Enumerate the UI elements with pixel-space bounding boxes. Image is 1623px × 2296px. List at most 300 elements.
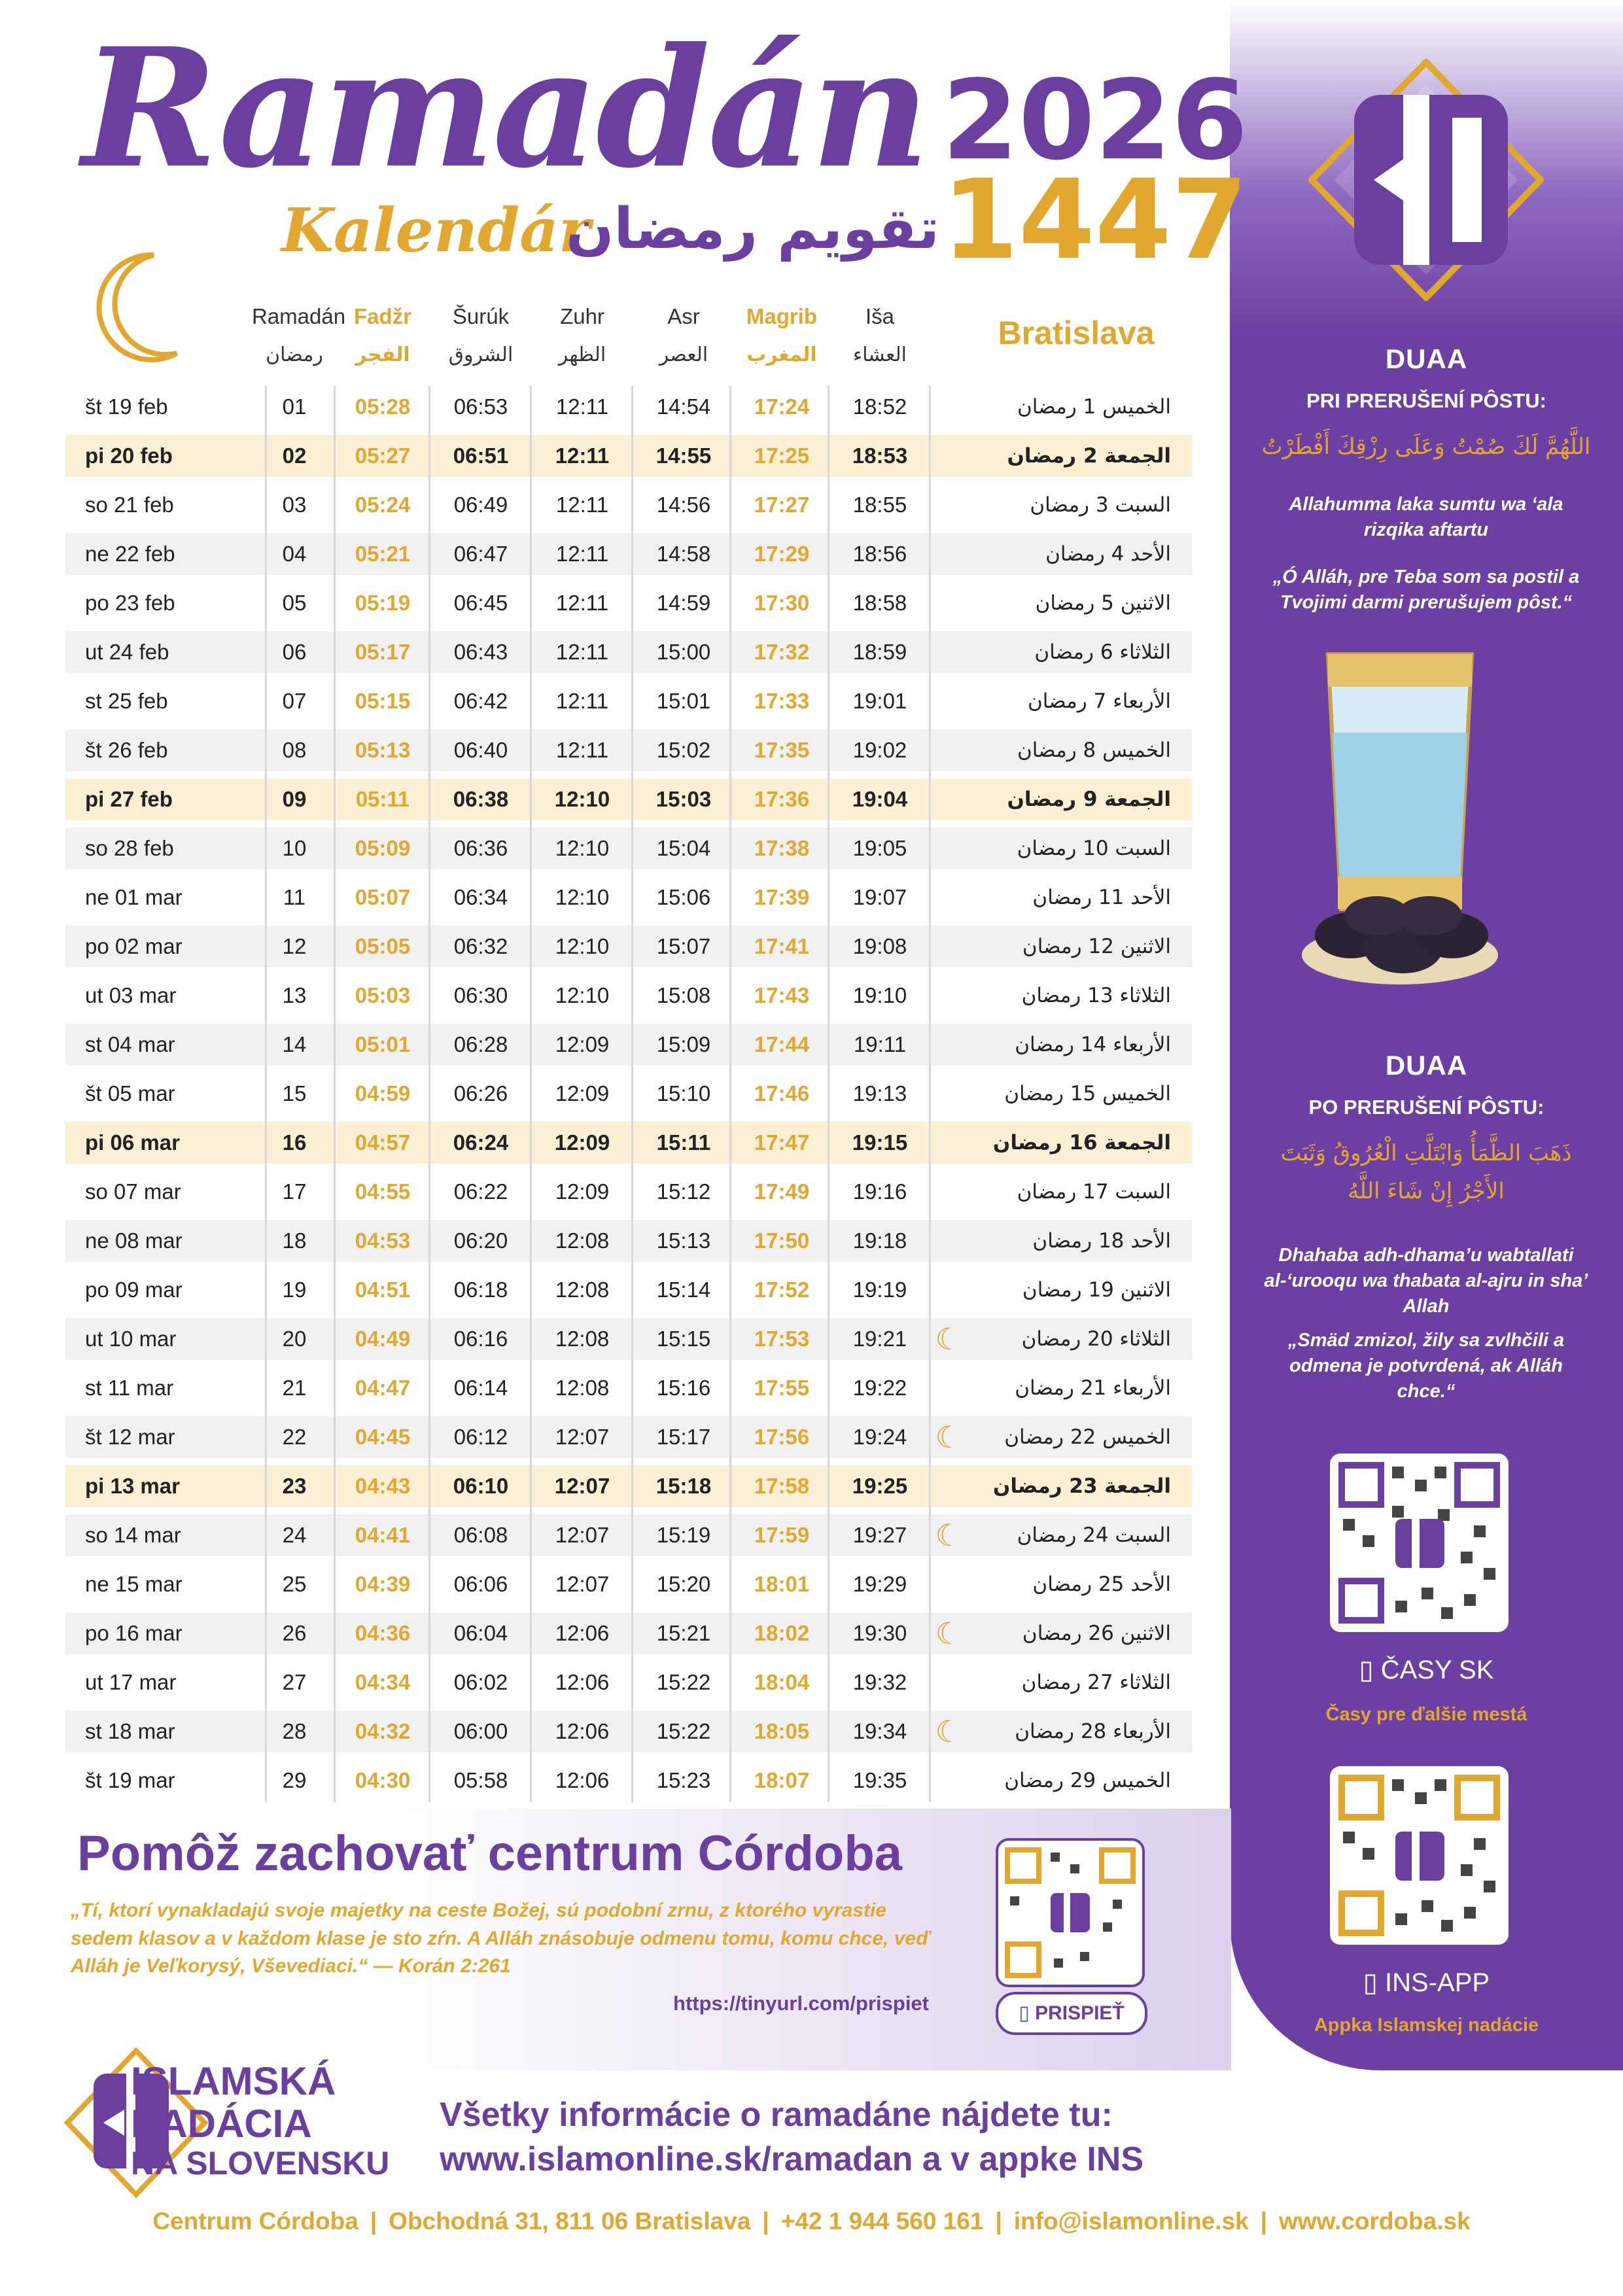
- cell-date: st 04 mar: [85, 1032, 175, 1056]
- cell-ar: الأحد 4 رمضان: [1045, 542, 1171, 566]
- cell-zuhr: 12:07: [554, 1474, 610, 1498]
- logo-line-3: NA SLOVENSKU: [131, 2144, 390, 2182]
- table-row: [65, 1612, 1192, 1654]
- table-row: [65, 1171, 1192, 1213]
- cell-fajr: 04:45: [355, 1425, 411, 1449]
- address-part[interactable]: www.cordoba.sk: [1279, 2208, 1471, 2235]
- cell-fajr: 04:32: [355, 1719, 411, 1743]
- cell-day: 04: [282, 542, 307, 566]
- cell-fajr: 04:41: [355, 1523, 411, 1547]
- cell-zuhr: 12:11: [555, 640, 609, 664]
- footer-logo-text: [131, 2061, 389, 2181]
- cell-zuhr: 12:11: [555, 493, 609, 517]
- cell-date: so 07 mar: [85, 1179, 181, 1204]
- cell-shuruq: 06:38: [453, 787, 509, 811]
- cell-day: 03: [282, 493, 307, 517]
- cell-shuruq: 06:43: [453, 640, 508, 664]
- crescent-moon-icon: [85, 249, 183, 366]
- cell-shuruq: 06:20: [453, 1228, 508, 1253]
- cell-zuhr: 12:10: [555, 836, 610, 860]
- cell-isha: 18:53: [852, 444, 908, 468]
- cell-maghrib: 17:52: [754, 1278, 810, 1302]
- cell-fajr: 05:01: [355, 1032, 411, 1056]
- cell-ar: الجمعة 2 رمضان: [1007, 444, 1171, 468]
- cell-maghrib: 17:32: [754, 640, 810, 664]
- cell-date: pi 20 feb: [85, 444, 173, 468]
- cell-shuruq: 06:36: [453, 836, 508, 860]
- table-row: [65, 435, 1192, 477]
- cell-date: št 26 feb: [85, 738, 168, 762]
- table-row: [65, 582, 1192, 624]
- cell-maghrib: 17:30: [754, 591, 810, 615]
- column-header-arabic: العشاء: [853, 343, 907, 366]
- cell-date: st 25 feb: [85, 689, 168, 713]
- cell-day: 19: [282, 1278, 307, 1302]
- crescent-moon-icon: ☾: [935, 1322, 962, 1356]
- column-header: Magrib: [746, 304, 818, 328]
- cell-maghrib: 18:04: [754, 1670, 810, 1694]
- cell-ar: الأربعاء 21 رمضان: [1015, 1376, 1171, 1400]
- cell-shuruq: 06:02: [453, 1670, 508, 1694]
- cell-fajr: 05:03: [355, 983, 411, 1007]
- address-part[interactable]: info@islamonline.sk: [1013, 2208, 1249, 2235]
- cell-isha: 19:04: [852, 787, 908, 811]
- page-subtitle: Kalendár: [281, 195, 591, 266]
- cell-fajr: 05:28: [355, 394, 411, 419]
- qr1-subtitle: Časy pre ďalšie mestá: [1325, 1704, 1527, 1725]
- table-row: [65, 926, 1192, 967]
- cell-asr: 15:06: [656, 885, 711, 909]
- cell-shuruq: 06:18: [453, 1278, 508, 1302]
- cell-date: st 18 mar: [85, 1719, 175, 1743]
- table-row: [65, 975, 1192, 1017]
- donate-button-label: PRISPIEŤ: [1035, 2002, 1125, 2024]
- cell-asr: 14:56: [656, 493, 711, 517]
- cell-isha: 19:30: [852, 1621, 907, 1645]
- cell-shuruq: 06:34: [453, 885, 508, 909]
- cell-zuhr: 12:06: [555, 1768, 610, 1792]
- cell-day: 29: [282, 1768, 307, 1792]
- cell-day: 13: [282, 983, 307, 1007]
- cell-date: po 09 mar: [85, 1278, 183, 1302]
- cell-date: št 19 mar: [85, 1768, 175, 1792]
- column-header-arabic: المغرب: [746, 343, 817, 366]
- cell-day: 06: [282, 640, 307, 664]
- cell-isha: 18:52: [852, 394, 907, 419]
- cell-ar: الخميس 29 رمضان: [1004, 1769, 1171, 1792]
- cell-zuhr: 12:06: [555, 1719, 610, 1743]
- cell-ar: الجمعة 9 رمضان: [1007, 788, 1171, 811]
- cell-ar: الاثنين 5 رمضان: [1035, 591, 1171, 615]
- cell-zuhr: 12:09: [555, 1032, 610, 1056]
- cell-fajr: 04:43: [355, 1474, 411, 1498]
- cell-date: ut 10 mar: [85, 1327, 177, 1351]
- cell-ar: الخميس 1 رمضان: [1017, 395, 1171, 419]
- cell-ar: الثلاثاء 27 رمضان: [1021, 1671, 1171, 1694]
- cell-ar: السبت 3 رمضان: [1030, 493, 1171, 517]
- table-row: [65, 1760, 1192, 1801]
- cell-isha: 19:24: [852, 1425, 907, 1449]
- cell-day: 18: [282, 1228, 307, 1253]
- table-row: [65, 533, 1192, 575]
- table-row: [65, 729, 1192, 771]
- separator: |: [370, 2208, 377, 2235]
- cell-isha: 19:19: [852, 1278, 907, 1302]
- cell-day: 14: [282, 1032, 307, 1056]
- table-row: [65, 1711, 1192, 1752]
- table-row: [65, 1269, 1192, 1311]
- cell-asr: 14:55: [655, 444, 712, 468]
- table-row: [65, 484, 1192, 526]
- cell-zuhr: 12:11: [555, 738, 609, 762]
- donation-qr-code[interactable]: [996, 1838, 1145, 1987]
- cell-maghrib: 18:02: [754, 1621, 810, 1645]
- cell-isha: 18:59: [852, 640, 907, 664]
- cell-date: ut 24 feb: [85, 640, 169, 664]
- cell-ar: الجمعة 23 رمضان: [992, 1474, 1171, 1498]
- cell-fajr: 05:17: [355, 640, 411, 664]
- cell-zuhr: 12:10: [555, 885, 610, 909]
- cell-asr: 14:54: [656, 394, 711, 419]
- cell-asr: 15:20: [656, 1572, 711, 1596]
- logo-line-2: NADÁCIA: [131, 2101, 312, 2146]
- cell-shuruq: 06:16: [453, 1327, 508, 1351]
- duaa2-translation: „Smäd zmizol, žily sa zvlhčili a odmena je potvrdená, ak Alláh chce.“: [1287, 1330, 1565, 1402]
- table-row: [65, 1220, 1192, 1262]
- cell-maghrib: 17:25: [754, 444, 810, 468]
- table-row: [65, 1661, 1192, 1703]
- duaa1-subtitle: PRI PRERUŠENÍ PÔSTU:: [1306, 389, 1546, 412]
- cell-zuhr: 12:09: [555, 1179, 610, 1204]
- cell-isha: 19:11: [853, 1032, 907, 1056]
- crescent-moon-icon: ☾: [935, 1714, 962, 1748]
- duaa1-transliteration: Allahumma laka sumtu wa ‘ala rizqika aftartu: [1289, 494, 1563, 541]
- footer-address: [0, 2208, 1623, 2235]
- table-row: [65, 1416, 1192, 1458]
- cell-day: 11: [283, 885, 306, 909]
- cell-shuruq: 06:51: [453, 444, 509, 468]
- column-header-arabic: الفجر: [355, 343, 410, 366]
- cell-ar: السبت 17 رمضان: [1017, 1180, 1171, 1204]
- cell-isha: 19:05: [852, 836, 907, 860]
- cell-zuhr: 12:07: [555, 1572, 610, 1596]
- cell-isha: 18:56: [852, 542, 907, 566]
- cell-date: po 02 mar: [85, 934, 183, 958]
- cell-shuruq: 06:08: [453, 1523, 508, 1547]
- cell-date: st 11 mar: [85, 1376, 174, 1400]
- cell-day: 26: [282, 1621, 307, 1645]
- info-line-2[interactable]: www.islamonline.sk/ramadan a v appke INS: [440, 2140, 1144, 2178]
- cell-asr: 15:08: [656, 983, 711, 1007]
- cell-maghrib: 17:56: [754, 1425, 810, 1449]
- cell-day: 07: [282, 689, 307, 713]
- cell-date: št 19 feb: [85, 394, 168, 419]
- address-part: +42 1 944 560 161: [780, 2208, 984, 2235]
- cell-ar: الاثنين 12 رمضان: [1022, 935, 1171, 958]
- qr1-label-text: ČASY SK: [1380, 1656, 1494, 1684]
- cell-isha: 19:10: [852, 983, 907, 1007]
- column-divider: [530, 386, 532, 1802]
- cell-maghrib: 17:39: [754, 885, 810, 909]
- cell-ar: الثلاثاء 20 رمضان: [1021, 1327, 1171, 1351]
- cell-fajr: 04:59: [355, 1081, 411, 1105]
- phone-icon: ▯: [1363, 1968, 1386, 1997]
- column-divider: [265, 386, 267, 1802]
- cell-day: 10: [282, 836, 307, 860]
- table-row: [65, 1367, 1192, 1409]
- column-header: Iša: [865, 304, 895, 328]
- cell-ar: الاثنين 19 رمضان: [1022, 1278, 1171, 1302]
- donate-button[interactable]: [996, 1992, 1147, 2035]
- cell-day: 17: [282, 1179, 307, 1204]
- cell-shuruq: 06:28: [453, 1032, 508, 1056]
- cell-zuhr: 12:07: [555, 1425, 610, 1449]
- cell-date: po 16 mar: [85, 1621, 183, 1645]
- cell-asr: 15:01: [656, 689, 711, 713]
- cell-isha: 19:35: [852, 1768, 907, 1792]
- cell-maghrib: 17:29: [754, 542, 810, 566]
- separator: |: [762, 2208, 769, 2235]
- cell-zuhr: 12:06: [555, 1621, 610, 1645]
- cell-fajr: 04:47: [355, 1376, 411, 1400]
- cell-fajr: 05:11: [355, 787, 410, 811]
- cell-fajr: 04:39: [355, 1572, 411, 1596]
- table-row: [65, 827, 1192, 869]
- logo-line-1: ISLAMSKÁ: [131, 2059, 336, 2103]
- cell-zuhr: 12:08: [555, 1376, 610, 1400]
- cell-day: 23: [282, 1474, 307, 1498]
- cell-day: 24: [282, 1523, 307, 1547]
- crescent-moon-icon: ☾: [935, 1518, 962, 1552]
- cell-date: ne 15 mar: [85, 1572, 183, 1596]
- table-row: [65, 680, 1192, 722]
- cell-shuruq: 06:32: [453, 934, 508, 958]
- cell-asr: 15:00: [656, 640, 711, 664]
- donation-title: Pomôž zachovať centrum Córdoba: [77, 1826, 903, 1881]
- duaa2-arabic: ذَهَبَ الظَّمَأُ وَابْتَلَّتِ الْعُرُوقُ وَثَبَتَ الأَجْرُ إِنْ شَاءَ اللَّهُ: [1280, 1140, 1572, 1204]
- cell-maghrib: 17:59: [754, 1523, 810, 1547]
- qr-code-prayer-times[interactable]: [1330, 1453, 1509, 1632]
- duaa1-translation: „Ó Alláh, pre Teba som sa postil a Tvojimi darmi prerušujem pôst.“: [1272, 566, 1580, 614]
- cell-zuhr: 12:08: [555, 1327, 610, 1351]
- cell-shuruq: 06:26: [453, 1081, 508, 1105]
- cell-date: št 05 mar: [85, 1081, 175, 1105]
- cell-shuruq: 06:14: [453, 1376, 508, 1400]
- cell-date: ne 22 feb: [85, 542, 175, 566]
- cell-maghrib: 17:58: [754, 1474, 810, 1498]
- duaa1-title: DUAA: [1385, 343, 1468, 374]
- cell-zuhr: 12:11: [555, 591, 609, 615]
- cell-date: pi 27 feb: [85, 787, 173, 811]
- cell-fajr: 05:24: [355, 493, 411, 517]
- cell-maghrib: 17:38: [754, 836, 810, 860]
- donation-quote: „Tí, ktorí vynakladajú svoje majetky na ceste Božej, sú podobní zrnu, z ktorého vyrastie sedem klasov a v každom klase je sto zŕn. A Alláh znásobuje odmenu tomu, komu chce, veď Alláh je Veľkorysý, Vševediaci.“ — Korán 2:261: [71, 1900, 931, 1977]
- cell-maghrib: 17:53: [754, 1327, 810, 1351]
- qr2-subtitle: Appka Islamskej nadácie: [1314, 2015, 1539, 2036]
- cell-ar: الأحد 18 رمضان: [1032, 1229, 1171, 1253]
- cell-fajr: 04:30: [355, 1768, 411, 1792]
- qr-code-icon: [1330, 1766, 1509, 1945]
- column-divider: [729, 386, 731, 1802]
- table-row: [65, 1514, 1192, 1556]
- page-subtitle-arabic: تقويم رمضان: [566, 196, 939, 262]
- cell-isha: 19:25: [852, 1474, 908, 1498]
- cell-isha: 19:13: [852, 1081, 907, 1105]
- qr-code-icon: [1330, 1453, 1509, 1632]
- cell-zuhr: 12:07: [555, 1523, 610, 1547]
- cell-zuhr: 12:09: [555, 1081, 610, 1105]
- crescent-moon-icon: ☾: [935, 1616, 962, 1650]
- cell-ar: الأربعاء 7 رمضان: [1028, 689, 1171, 713]
- cell-fajr: 04:55: [355, 1179, 411, 1204]
- column-divider: [929, 386, 931, 1802]
- cell-date: ne 08 mar: [85, 1228, 183, 1253]
- cell-zuhr: 12:11: [555, 444, 610, 468]
- cell-maghrib: 17:35: [754, 738, 810, 762]
- cell-day: 16: [282, 1130, 307, 1155]
- qr2-label[interactable]: [1230, 1968, 1623, 1998]
- cell-maghrib: 17:33: [754, 689, 810, 713]
- cell-day: 08: [282, 738, 307, 762]
- cell-ar: الأحد 25 رمضان: [1032, 1573, 1171, 1596]
- cell-isha: 18:58: [852, 591, 907, 615]
- column-header-arabic: رمضان: [266, 343, 323, 366]
- cell-asr: 15:21: [656, 1621, 711, 1645]
- cell-ar: الأربعاء 28 رمضان: [1015, 1720, 1171, 1743]
- qr1-label[interactable]: [1230, 1655, 1623, 1685]
- duaa2-title: DUAA: [1385, 1050, 1468, 1081]
- cell-maghrib: 17:46: [754, 1081, 810, 1105]
- cell-isha: 19:01: [852, 689, 907, 713]
- cell-day: 15: [282, 1081, 307, 1105]
- crescent-moon-icon: ☾: [935, 1420, 962, 1454]
- cell-ar: السبت 10 رمضان: [1017, 837, 1171, 860]
- table-row: [65, 1024, 1192, 1066]
- cell-maghrib: 17:47: [754, 1130, 810, 1155]
- column-header: Šurúk: [452, 304, 510, 328]
- cell-zuhr: 12:11: [555, 689, 609, 713]
- cell-fajr: 04:34: [355, 1670, 411, 1694]
- cell-date: pi 13 mar: [85, 1474, 180, 1498]
- cell-asr: 15:11: [656, 1130, 711, 1155]
- cell-isha: 18:55: [852, 493, 907, 517]
- cell-fajr: 05:27: [355, 444, 411, 468]
- info-line-1: Všetky informácie o ramadáne nájdete tu:: [440, 2096, 1113, 2134]
- cell-ar: الاثنين 26 رمضان: [1022, 1622, 1171, 1645]
- column-header-arabic: الشروق: [448, 343, 514, 366]
- cell-asr: 15:17: [656, 1425, 711, 1449]
- cell-isha: 19:18: [852, 1228, 907, 1253]
- cell-ar: الخميس 8 رمضان: [1017, 739, 1171, 762]
- cell-shuruq: 06:42: [453, 689, 508, 713]
- cell-isha: 19:02: [852, 738, 907, 762]
- cell-isha: 19:15: [852, 1130, 908, 1155]
- water-glass-with-dates-icon: [1299, 628, 1501, 994]
- cell-date: pi 06 mar: [85, 1130, 180, 1155]
- page-title: Ramadán: [82, 12, 928, 204]
- column-divider: [428, 386, 430, 1802]
- donation-url-link[interactable]: https://tinyurl.com/prispiet: [673, 1992, 929, 2015]
- cell-fajr: 04:51: [355, 1278, 411, 1302]
- column-header-arabic: العصر: [659, 343, 708, 366]
- cell-asr: 15:18: [655, 1474, 712, 1498]
- address-part: Obchodná 31, 811 06 Bratislava: [389, 2208, 751, 2235]
- cell-asr: 15:23: [656, 1768, 711, 1792]
- cell-isha: 19:29: [852, 1572, 907, 1596]
- cell-fajr: 04:57: [355, 1130, 411, 1155]
- cell-fajr: 05:05: [355, 934, 411, 958]
- cell-shuruq: 06:53: [453, 394, 508, 419]
- side-panel: [1230, 0, 1623, 2070]
- column-divider: [334, 386, 336, 1802]
- column-divider: [631, 386, 633, 1802]
- cell-day: 25: [282, 1572, 307, 1596]
- cell-fajr: 05:09: [355, 836, 411, 860]
- cell-shuruq: 06:04: [453, 1621, 508, 1645]
- cell-ar: الثلاثاء 6 رمضان: [1034, 640, 1171, 664]
- cell-asr: 15:04: [656, 836, 711, 860]
- column-header: Fadžr: [353, 304, 411, 328]
- cell-day: 22: [282, 1425, 307, 1449]
- cell-maghrib: 18:05: [754, 1719, 810, 1743]
- cell-day: 01: [282, 394, 307, 419]
- cell-zuhr: 12:08: [555, 1278, 610, 1302]
- cell-zuhr: 12:10: [554, 787, 610, 811]
- cell-date: ut 03 mar: [85, 983, 177, 1007]
- cell-asr: 15:16: [656, 1376, 711, 1400]
- column-header-arabic: الظهر: [558, 343, 606, 366]
- cell-maghrib: 17:27: [754, 493, 810, 517]
- cell-shuruq: 06:40: [453, 738, 508, 762]
- cell-maghrib: 17:55: [754, 1376, 810, 1400]
- cell-asr: 15:07: [656, 934, 711, 958]
- cell-asr: 15:10: [656, 1081, 711, 1105]
- cell-date: ut 17 mar: [85, 1670, 177, 1694]
- qr-code-icon: [998, 1841, 1142, 1985]
- cell-fajr: 05:21: [355, 542, 411, 566]
- islamic-foundation-logo-icon: [1308, 59, 1544, 301]
- cell-maghrib: 17:44: [754, 1032, 810, 1056]
- cell-day: 05: [282, 591, 307, 615]
- table-row: [65, 1073, 1192, 1115]
- cell-shuruq: 06:00: [453, 1719, 508, 1743]
- table-row: [65, 1318, 1192, 1360]
- cell-ar: الثلاثاء 13 رمضان: [1021, 984, 1171, 1007]
- cell-ar: الخميس 15 رمضان: [1004, 1082, 1171, 1105]
- separator: |: [1260, 2208, 1268, 2235]
- qr-code-app[interactable]: [1330, 1766, 1509, 1945]
- cell-day: 28: [282, 1719, 307, 1743]
- duaa1-arabic: اللَّهُمَّ لَكَ صُمْتُ وَعَلَى رِزْقِكَ أَفْطَرْتُ: [1261, 434, 1591, 460]
- cell-maghrib: 17:49: [754, 1179, 810, 1204]
- cell-fajr: 04:49: [355, 1327, 411, 1351]
- cell-isha: 19:21: [852, 1327, 907, 1351]
- cell-shuruq: 05:58: [453, 1768, 508, 1792]
- phone-icon: ▯: [1019, 2002, 1036, 2024]
- cell-isha: 19:07: [852, 885, 907, 909]
- address-part: Centrum Córdoba: [152, 2208, 358, 2235]
- year-gregorian: 2026: [942, 56, 1248, 184]
- qr2-label-text: INS-APP: [1385, 1968, 1490, 1997]
- cell-shuruq: 06:49: [453, 493, 508, 517]
- column-header: Asr: [667, 304, 700, 328]
- cell-asr: 15:19: [656, 1523, 711, 1547]
- cell-zuhr: 12:08: [555, 1228, 610, 1253]
- separator: |: [995, 2208, 1002, 2235]
- cell-isha: 19:27: [852, 1523, 907, 1547]
- cell-maghrib: 18:07: [754, 1768, 810, 1792]
- cell-day: 02: [282, 444, 307, 468]
